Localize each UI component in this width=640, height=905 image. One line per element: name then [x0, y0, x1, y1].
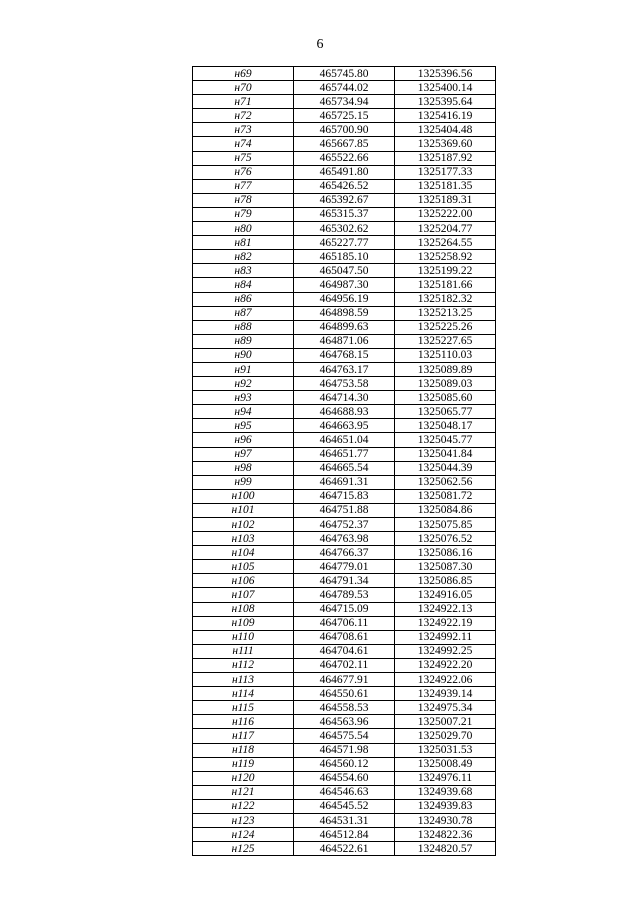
coordinates-table-body — [193, 67, 496, 856]
point-id-cell: н79 — [193, 207, 294, 221]
y-coordinate-cell: 1325395.64 — [395, 95, 496, 109]
point-id-cell: н94 — [193, 405, 294, 419]
point-id-cell: н107 — [193, 588, 294, 602]
point-id-cell: н104 — [193, 546, 294, 560]
point-id-cell: н112 — [193, 658, 294, 672]
point-id-cell: н98 — [193, 461, 294, 475]
y-coordinate-cell: 1324922.06 — [395, 673, 496, 687]
x-coordinate-cell: 464899.63 — [294, 320, 395, 334]
x-coordinate-cell: 464545.52 — [294, 799, 395, 813]
x-coordinate-cell: 464691.31 — [294, 475, 395, 489]
x-coordinate-cell: 464550.61 — [294, 687, 395, 701]
x-coordinate-cell: 464706.11 — [294, 616, 395, 630]
x-coordinate-cell: 464512.84 — [294, 828, 395, 842]
y-coordinate-cell: 1324922.20 — [395, 658, 496, 672]
x-coordinate-cell: 465700.90 — [294, 123, 395, 137]
point-id-cell: н77 — [193, 179, 294, 193]
y-coordinate-cell: 1325404.48 — [395, 123, 496, 137]
point-id-cell: н92 — [193, 377, 294, 391]
point-id-cell: н97 — [193, 447, 294, 461]
table-row — [193, 362, 496, 376]
point-id-cell: н101 — [193, 503, 294, 517]
y-coordinate-cell: 1324939.68 — [395, 785, 496, 799]
x-coordinate-cell: 464956.19 — [294, 292, 395, 306]
y-coordinate-cell: 1325081.72 — [395, 489, 496, 503]
x-coordinate-cell: 465522.66 — [294, 151, 395, 165]
point-id-cell: н108 — [193, 602, 294, 616]
table-row — [193, 405, 496, 419]
y-coordinate-cell: 1325187.92 — [395, 151, 496, 165]
x-coordinate-cell: 464571.98 — [294, 743, 395, 757]
y-coordinate-cell: 1325213.25 — [395, 306, 496, 320]
y-coordinate-cell: 1325041.84 — [395, 447, 496, 461]
y-coordinate-cell: 1324930.78 — [395, 813, 496, 827]
x-coordinate-cell: 464663.95 — [294, 419, 395, 433]
x-coordinate-cell: 464688.93 — [294, 405, 395, 419]
point-id-cell: н99 — [193, 475, 294, 489]
table-row — [193, 729, 496, 743]
y-coordinate-cell: 1324975.34 — [395, 701, 496, 715]
point-id-cell: н76 — [193, 165, 294, 179]
x-coordinate-cell: 465734.94 — [294, 95, 395, 109]
point-id-cell: н121 — [193, 785, 294, 799]
table-row — [193, 433, 496, 447]
table-row — [193, 278, 496, 292]
y-coordinate-cell: 1325086.85 — [395, 574, 496, 588]
point-id-cell: н102 — [193, 518, 294, 532]
table-row — [193, 644, 496, 658]
table-row — [193, 250, 496, 264]
y-coordinate-cell: 1324822.36 — [395, 828, 496, 842]
y-coordinate-cell: 1325369.60 — [395, 137, 496, 151]
y-coordinate-cell: 1325225.26 — [395, 320, 496, 334]
x-coordinate-cell: 464546.63 — [294, 785, 395, 799]
y-coordinate-cell: 1325416.19 — [395, 109, 496, 123]
table-row — [193, 546, 496, 560]
table-row — [193, 461, 496, 475]
y-coordinate-cell: 1325089.89 — [395, 362, 496, 376]
table-row — [193, 743, 496, 757]
point-id-cell: н88 — [193, 320, 294, 334]
point-id-cell: н73 — [193, 123, 294, 137]
table-row — [193, 701, 496, 715]
y-coordinate-cell: 1325110.03 — [395, 348, 496, 362]
x-coordinate-cell: 464575.54 — [294, 729, 395, 743]
x-coordinate-cell: 464554.60 — [294, 771, 395, 785]
table-row — [193, 574, 496, 588]
x-coordinate-cell: 465745.80 — [294, 67, 395, 81]
table-row — [193, 503, 496, 517]
x-coordinate-cell: 464651.04 — [294, 433, 395, 447]
x-coordinate-cell: 465227.77 — [294, 236, 395, 250]
x-coordinate-cell: 465185.10 — [294, 250, 395, 264]
point-id-cell: н103 — [193, 532, 294, 546]
x-coordinate-cell: 465667.85 — [294, 137, 395, 151]
table-row — [193, 320, 496, 334]
y-coordinate-cell: 1324976.11 — [395, 771, 496, 785]
y-coordinate-cell: 1325031.53 — [395, 743, 496, 757]
y-coordinate-cell: 1324939.14 — [395, 687, 496, 701]
x-coordinate-cell: 464522.61 — [294, 842, 395, 856]
table-row — [193, 222, 496, 236]
y-coordinate-cell: 1325222.00 — [395, 207, 496, 221]
point-id-cell: н96 — [193, 433, 294, 447]
table-row — [193, 616, 496, 630]
x-coordinate-cell: 464753.58 — [294, 377, 395, 391]
y-coordinate-cell: 1324820.57 — [395, 842, 496, 856]
x-coordinate-cell: 465302.62 — [294, 222, 395, 236]
x-coordinate-cell: 464751.88 — [294, 503, 395, 517]
table-row — [193, 81, 496, 95]
table-row — [193, 842, 496, 856]
table-row — [193, 602, 496, 616]
y-coordinate-cell: 1325396.56 — [395, 67, 496, 81]
point-id-cell: н100 — [193, 489, 294, 503]
point-id-cell: н123 — [193, 813, 294, 827]
point-id-cell: н84 — [193, 278, 294, 292]
table-row — [193, 137, 496, 151]
x-coordinate-cell: 464677.91 — [294, 673, 395, 687]
y-coordinate-cell: 1325076.52 — [395, 532, 496, 546]
point-id-cell: н105 — [193, 560, 294, 574]
point-id-cell: н78 — [193, 193, 294, 207]
table-row — [193, 391, 496, 405]
x-coordinate-cell: 464702.11 — [294, 658, 395, 672]
x-coordinate-cell: 464665.54 — [294, 461, 395, 475]
x-coordinate-cell: 464752.37 — [294, 518, 395, 532]
x-coordinate-cell: 465725.15 — [294, 109, 395, 123]
point-id-cell: н69 — [193, 67, 294, 81]
point-id-cell: н72 — [193, 109, 294, 123]
x-coordinate-cell: 464871.06 — [294, 334, 395, 348]
x-coordinate-cell: 464560.12 — [294, 757, 395, 771]
point-id-cell: н117 — [193, 729, 294, 743]
y-coordinate-cell: 1325182.32 — [395, 292, 496, 306]
y-coordinate-cell: 1325048.17 — [395, 419, 496, 433]
point-id-cell: н116 — [193, 715, 294, 729]
y-coordinate-cell: 1325199.22 — [395, 264, 496, 278]
y-coordinate-cell: 1325045.77 — [395, 433, 496, 447]
table-row — [193, 377, 496, 391]
table-row — [193, 813, 496, 827]
table-row — [193, 292, 496, 306]
y-coordinate-cell: 1325044.39 — [395, 461, 496, 475]
point-id-cell: н70 — [193, 81, 294, 95]
page-number: 6 — [316, 37, 324, 52]
point-id-cell: н109 — [193, 616, 294, 630]
table-row — [193, 588, 496, 602]
table-row — [193, 179, 496, 193]
point-id-cell: н114 — [193, 687, 294, 701]
point-id-cell: н82 — [193, 250, 294, 264]
y-coordinate-cell: 1324916.05 — [395, 588, 496, 602]
table-row — [193, 757, 496, 771]
table-row — [193, 334, 496, 348]
point-id-cell: н80 — [193, 222, 294, 236]
x-coordinate-cell: 465744.02 — [294, 81, 395, 95]
x-coordinate-cell: 464715.09 — [294, 602, 395, 616]
y-coordinate-cell: 1325264.55 — [395, 236, 496, 250]
point-id-cell: н74 — [193, 137, 294, 151]
x-coordinate-cell: 464789.53 — [294, 588, 395, 602]
point-id-cell: н81 — [193, 236, 294, 250]
point-id-cell: н93 — [193, 391, 294, 405]
table-row — [193, 447, 496, 461]
point-id-cell: н89 — [193, 334, 294, 348]
y-coordinate-cell: 1325029.70 — [395, 729, 496, 743]
y-coordinate-cell: 1325181.66 — [395, 278, 496, 292]
point-id-cell: н90 — [193, 348, 294, 362]
point-id-cell: н106 — [193, 574, 294, 588]
point-id-cell: н113 — [193, 673, 294, 687]
point-id-cell: н71 — [193, 95, 294, 109]
table-row — [193, 207, 496, 221]
table-row — [193, 165, 496, 179]
x-coordinate-cell: 465315.37 — [294, 207, 395, 221]
table-row — [193, 687, 496, 701]
x-coordinate-cell: 464714.30 — [294, 391, 395, 405]
point-id-cell: н91 — [193, 362, 294, 376]
table-row — [193, 673, 496, 687]
table-row — [193, 193, 496, 207]
y-coordinate-cell: 1325089.03 — [395, 377, 496, 391]
table-row — [193, 419, 496, 433]
table-row — [193, 828, 496, 842]
x-coordinate-cell: 465047.50 — [294, 264, 395, 278]
table-row — [193, 532, 496, 546]
table-row — [193, 306, 496, 320]
y-coordinate-cell: 1325227.65 — [395, 334, 496, 348]
x-coordinate-cell: 464704.61 — [294, 644, 395, 658]
y-coordinate-cell: 1324992.25 — [395, 644, 496, 658]
table-row — [193, 123, 496, 137]
point-id-cell: н125 — [193, 842, 294, 856]
y-coordinate-cell: 1325008.49 — [395, 757, 496, 771]
table-row — [193, 109, 496, 123]
point-id-cell: н95 — [193, 419, 294, 433]
x-coordinate-cell: 464763.17 — [294, 362, 395, 376]
point-id-cell: н119 — [193, 757, 294, 771]
coordinates-table — [192, 66, 496, 856]
x-coordinate-cell: 464898.59 — [294, 306, 395, 320]
table-row — [193, 771, 496, 785]
table-row — [193, 785, 496, 799]
x-coordinate-cell: 464791.34 — [294, 574, 395, 588]
point-id-cell: н87 — [193, 306, 294, 320]
table-row — [193, 475, 496, 489]
table-row — [193, 658, 496, 672]
table-row — [193, 264, 496, 278]
point-id-cell: н111 — [193, 644, 294, 658]
x-coordinate-cell: 464766.37 — [294, 546, 395, 560]
point-id-cell: н124 — [193, 828, 294, 842]
point-id-cell: н75 — [193, 151, 294, 165]
x-coordinate-cell: 464563.96 — [294, 715, 395, 729]
x-coordinate-cell: 464987.30 — [294, 278, 395, 292]
table-row — [193, 151, 496, 165]
x-coordinate-cell: 464779.01 — [294, 560, 395, 574]
x-coordinate-cell: 465392.67 — [294, 193, 395, 207]
table-row — [193, 560, 496, 574]
y-coordinate-cell: 1325084.86 — [395, 503, 496, 517]
x-coordinate-cell: 464768.15 — [294, 348, 395, 362]
x-coordinate-cell: 464763.98 — [294, 532, 395, 546]
y-coordinate-cell: 1325258.92 — [395, 250, 496, 264]
y-coordinate-cell: 1325177.33 — [395, 165, 496, 179]
y-coordinate-cell: 1324922.13 — [395, 602, 496, 616]
y-coordinate-cell: 1325085.60 — [395, 391, 496, 405]
table-row — [193, 630, 496, 644]
x-coordinate-cell: 465426.52 — [294, 179, 395, 193]
table-row — [193, 236, 496, 250]
y-coordinate-cell: 1325400.14 — [395, 81, 496, 95]
table-row — [193, 715, 496, 729]
y-coordinate-cell: 1324922.19 — [395, 616, 496, 630]
y-coordinate-cell: 1325086.16 — [395, 546, 496, 560]
point-id-cell: н86 — [193, 292, 294, 306]
y-coordinate-cell: 1325007.21 — [395, 715, 496, 729]
y-coordinate-cell: 1325075.85 — [395, 518, 496, 532]
table-row — [193, 95, 496, 109]
table-row — [193, 348, 496, 362]
point-id-cell: н118 — [193, 743, 294, 757]
x-coordinate-cell: 464558.53 — [294, 701, 395, 715]
point-id-cell: н120 — [193, 771, 294, 785]
point-id-cell: н83 — [193, 264, 294, 278]
x-coordinate-cell: 465491.80 — [294, 165, 395, 179]
table-row — [193, 799, 496, 813]
x-coordinate-cell: 464715.83 — [294, 489, 395, 503]
table-row — [193, 518, 496, 532]
y-coordinate-cell: 1325062.56 — [395, 475, 496, 489]
y-coordinate-cell: 1325181.35 — [395, 179, 496, 193]
y-coordinate-cell: 1324992.11 — [395, 630, 496, 644]
y-coordinate-cell: 1325204.77 — [395, 222, 496, 236]
y-coordinate-cell: 1325189.31 — [395, 193, 496, 207]
x-coordinate-cell: 464708.61 — [294, 630, 395, 644]
y-coordinate-cell: 1325065.77 — [395, 405, 496, 419]
x-coordinate-cell: 464651.77 — [294, 447, 395, 461]
y-coordinate-cell: 1324939.83 — [395, 799, 496, 813]
x-coordinate-cell: 464531.31 — [294, 813, 395, 827]
table-row — [193, 67, 496, 81]
point-id-cell: н110 — [193, 630, 294, 644]
point-id-cell: н115 — [193, 701, 294, 715]
table-row — [193, 489, 496, 503]
point-id-cell: н122 — [193, 799, 294, 813]
y-coordinate-cell: 1325087.30 — [395, 560, 496, 574]
